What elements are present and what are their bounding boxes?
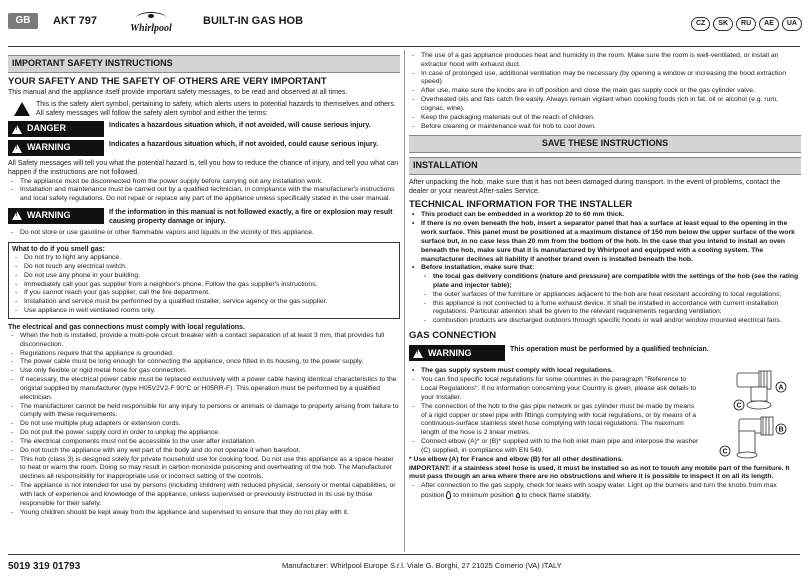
gas-smell-title: What to do if you smell gas: (12, 246, 105, 253)
electrical-title: The electrical and gas connections must comply with local regulations. (8, 323, 245, 331)
list-item: • Before installation, make sure that: (409, 264, 801, 273)
flame-min-icon (516, 493, 520, 498)
alert-symbol-text: This is the safety alert symbol, pertaining to safety, which alerts users to potential hazards to themselves and others. All safety messages will follow the safety alert symbol and either the terms: (36, 101, 396, 118)
list-item: - Regulations require that the appliance is grounded. (8, 350, 400, 359)
column-divider (404, 50, 405, 552)
list-item: - Do not touch the appliance with any wet part of the body and do not operate it when barefoot. (8, 447, 400, 456)
manufacturer-info: Manufacturer: Whirlpool Europe S.r.l. Viale G. Borghi, 27 21025 Comerio (VA) ITALY (282, 561, 562, 570)
brand-logo (126, 8, 176, 38)
list-item: - Keep the packaging materials out of the reach of children. (409, 114, 801, 123)
warning-badge: ! WARNING (8, 208, 104, 224)
list-item: - If necessary, the electrical power cable must be replaced exclusively with a power cable having identical characteristics to the original supplied by manufacturer (type H05V2V2-F 90°C or H05RR-F). This operation must be performed by a qualified electrician. (8, 376, 400, 402)
language-badge: GB (8, 13, 38, 29)
language-code: CZ (691, 17, 710, 31)
warning-badge: ! WARNING (8, 140, 104, 156)
list-item: - The power cable must be long enough for connecting the appliance, once fitted in its housing, to the power supply. (8, 358, 400, 367)
save-instructions-banner: SAVE THESE INSTRUCTIONS (409, 135, 801, 153)
list-item: - In case of prolonged use, additional ventilation may be necessary (by opening a window or increasing the hood extraction speed). (409, 70, 801, 88)
technical-heading: TECHNICAL INFORMATION FOR THE INSTALLER (409, 199, 633, 211)
messages-text: All Safety messages will tell you what the potential hazard is, tell you how to reduce the chance of injury, and tell you what can happen if the instructions are not followed. (8, 160, 399, 177)
left-column (8, 52, 400, 517)
warning-text: Indicates a hazardous situation which, if not avoided, could cause serious injury. (109, 141, 379, 149)
section-title-safety: IMPORTANT SAFETY INSTRUCTIONS (8, 55, 400, 73)
list-item: - The manufacturer cannot be held responsible for any injury to persons or animals or damage to property arising from failure to comply with these requirements. (8, 403, 400, 421)
elbow-note: * Use elbow (A) for France and elbow (B) for all other destinations. (409, 455, 624, 463)
list-item: - Overheated oils and fats catch fire easily. Always remain vigilant when cooking foods rich in fat, oil or alcohol (e.g. rum, cognac, wine). (409, 96, 801, 114)
diagram-label: A (778, 384, 784, 392)
list-item: - the outer surfaces of the furniture or appliances adjacent to the hob are heat resistant according to local regulations; (421, 291, 801, 300)
document-title: BUILT-IN GAS HOB (203, 15, 304, 27)
warning-triangle-icon: ! (413, 349, 423, 358)
gas-warning-text: This operation must be performed by a qualified technician. (510, 346, 709, 354)
list-item: - Do not try to light any appliance. (12, 254, 396, 263)
list-item: - Use only flexible or rigid metal hose for gas connection. (8, 367, 400, 376)
list-item: - After use, make sure the knobs are in off position and close the main gas supply cock or the gas cylinder valve. (409, 87, 801, 96)
list-item: - The use of a gas appliance produces heat and humidity in the room. Make sure the room is well-ventilated, or install an extractor hood with exhaust duct. (409, 52, 801, 70)
language-code: SK (713, 17, 733, 31)
brand-name: Whirlpool (130, 23, 172, 34)
language-code: UA (782, 17, 802, 31)
list-item: - The appliance is not intended for use by persons (including children) with reduced physical, sensory or mental capabilities, or with lack of experience and knowledge of the appliance, unless supervised or previously instructed in its use by those responsible for their safety. (8, 482, 400, 508)
danger-badge: ! DANGER (8, 121, 104, 137)
gas-elbow-diagram (699, 367, 799, 459)
list-item: • If there is no oven beneath the hob, insert a separator panel that has a surface at least equal to the opening in the work surface. This panel must be positioned at a maximum distance of 150 mm below the upper surface of the work surface but, in no case less than 20 mm from the bottom of the hob. In the case that you intend to install an oven beneath the hob, make sure that it is manufactured by Whirlpool and equipped with a cooling system. The manufacturer declines all liability if another brand oven is installed beneath the hob. (409, 220, 801, 264)
language-code: RU (736, 17, 756, 31)
language-code: AE (759, 17, 779, 31)
list-item: - Do not pull the power supply cord in order to unplug the appliance. (8, 429, 400, 438)
list-item: - Do not store or use gasoline or other flammable vapors and liquids in the vicinity of this appliance. (8, 229, 400, 238)
warning-triangle-icon: ! (12, 144, 22, 153)
warning-text: If the information in this manual is not followed exactly, a fire or explosion may result causing property damage or injury. (109, 208, 393, 226)
header-divider (8, 46, 800, 47)
list-item: - Do not use multiple plug adapters or extension cords. (8, 420, 400, 429)
list-item: - Installation and service must be performed by a qualified installer, service agency or the gas supplier. (12, 298, 396, 307)
flame-max-icon (446, 491, 451, 499)
list-item: - Connect elbow (A)* or (B)* supplied with to the hob inlet main pipe and interpose the washer (C) supplied, in compliance with EN 549. (409, 438, 699, 456)
model-number: AKT 797 (53, 15, 98, 27)
gas-connection-heading: GAS CONNECTION (409, 330, 497, 342)
list-item: - The appliance must be disconnected from the power supply before carrying out any installation work. (8, 178, 400, 187)
list-item: - Do not use any phone in your building. (12, 272, 396, 281)
gas-smell-box (8, 242, 400, 319)
list-item: - Before cleaning or maintenance wait for hob to cool down. (409, 123, 801, 132)
important-note: IMPORTANT: if a stainless steel hose is used, it must be installed so as not to touch any mobile part of the furniture. It must pass through an area where there are no obstructions and where it is possible to inspect it on all its length. (409, 464, 790, 481)
list-item: - The electrical components must not be accessible to the user after installation. (8, 438, 400, 447)
document-code: 5019 319 01793 (8, 561, 81, 572)
diagram-label: C (736, 402, 742, 410)
list-item: - This hob (class 3) is designed solely for private household use for cooking food. Do not use this appliance as a space heater to heat or warm the room. Doing so may result in carbon monoxide poisoning and overheating of the hob. The Manufacturer declines all responsibility for inappropriate use or incorrect setting of the controls. (8, 456, 400, 482)
gas-warning-row (409, 345, 801, 361)
warning-triangle-icon: ! (12, 211, 22, 220)
danger-row (8, 121, 400, 137)
danger-text: Indicates a hazardous situation which, if not avoided, will cause serious injury. (109, 122, 371, 130)
list-item: - After connection to the gas supply, check for leaks with soapy water. Light up the burners and turn the knobs from max position to minimum position to check flame stability. (409, 482, 801, 500)
right-column (409, 52, 801, 501)
list-item: • This product can be embedded in a worktop 20 to 60 mm thick. (409, 211, 801, 220)
diagram-label: B (778, 426, 784, 434)
diagram-label: C (722, 448, 728, 456)
warning-row (8, 140, 400, 156)
list-item: - You can find specific local regulations for some countries in the paragraph "Reference to Local Regulations". If no information concerning your Country is given, please ask details to your Installer. (409, 376, 699, 402)
intro-text: This manual and the appliance itself provide important safety messages, to be read and observed at all times. (8, 89, 348, 97)
language-list (691, 17, 802, 31)
warning-row-2 (8, 208, 400, 226)
list-item: - If you cannot reach your gas supplier, call the fire department. (12, 289, 396, 298)
list-item: - this appliance is not connected to a fume exhaust device. It shall be installed in accordance with current installation regulations. Particular attention shall be given to the relevant requirements regarding ventilation; (421, 300, 801, 318)
list-item: - Installation and maintenance must be carried out by a qualified technician, in compliance with the manufacturer's instructions and local safety regulations. Do not repair or replace any part of the appliance unless specifically stated in the user manual. (8, 186, 400, 204)
safety-heading: YOUR SAFETY AND THE SAFETY OF OTHERS ARE VERY IMPORTANT (8, 75, 327, 87)
safety-alert-icon (14, 102, 30, 116)
list-item: - Use appliance in well ventilated rooms only. (12, 307, 396, 316)
list-item: - The connection of the hob to the gas pipe network or gas cylinder must be made by means of a rigid copper or steel pipe with fittings complying with local regulations, or by means of a continuous-surface stainless steel hose complying with local regulations. The maximum length of the hose is 2 linear metres. (409, 403, 699, 438)
installation-text: After unpacking the hob, make sure that it has not been damaged during transport. In the event of problems, contact the dealer or your nearest After-sales Service. (409, 178, 781, 195)
list-item: - Do not touch any electrical switch. (12, 263, 396, 272)
warning-triangle-icon: ! (12, 125, 22, 134)
footer-divider (8, 554, 800, 555)
page-header (0, 0, 808, 50)
list-item: - When the hob is installed, provide a multi-pole circuit breaker with a contact separation of at least 3 mm, that provides full disconnection. (8, 332, 400, 350)
warning-badge: ! WARNING (409, 345, 505, 361)
list-item: - Young children should be kept away from the appliance and supervised to ensure that they do not play with it. (8, 509, 400, 518)
section-title-installation: INSTALLATION (409, 157, 801, 175)
list-item: • The gas supply system must comply with local regulations. (409, 367, 699, 376)
list-item: - the local gas delivery conditions (nature and pressure) are compatible with the settings of the hob (see the rating plate and injector table); (421, 273, 801, 291)
list-item: - Immediately call your gas supplier from a neighbor's phone. Follow the gas supplier's instructions. (12, 281, 396, 290)
list-item: - combustion products are discharged outdoors through specific hoods or wall and/or window mounted electrical fans. (421, 317, 801, 326)
